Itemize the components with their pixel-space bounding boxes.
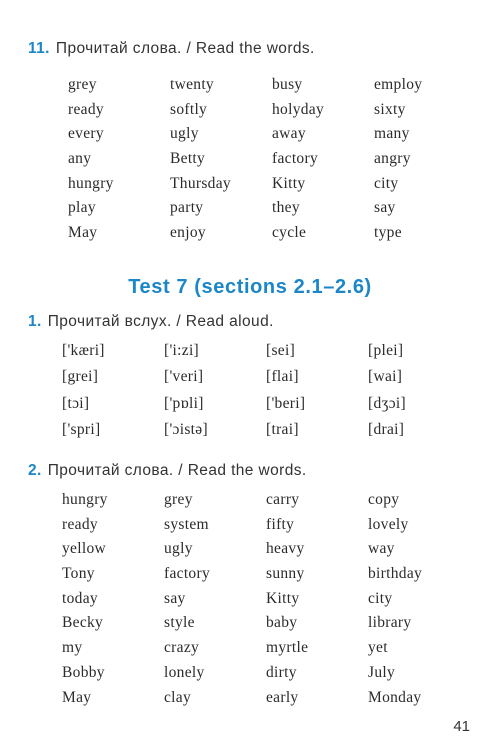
word-item: style — [164, 614, 195, 632]
word-item: Kitty — [272, 174, 306, 192]
word-item: factory — [272, 150, 318, 168]
word-item: twenty — [170, 76, 214, 93]
word-item: Betty — [170, 150, 206, 168]
word-item: [sei] — [266, 342, 296, 359]
word-item: [tɔi] — [62, 394, 90, 412]
word-item: ready — [68, 100, 104, 118]
word-item: employ — [374, 76, 423, 93]
word-item: lovely — [368, 515, 409, 533]
word-item: hungry — [68, 174, 114, 192]
word-item: [flai] — [266, 368, 299, 386]
word-item: say — [164, 589, 186, 607]
word-item: hungry — [62, 491, 108, 508]
word-item: ['kæri] — [62, 342, 105, 359]
word-item: [wai] — [368, 368, 403, 386]
word-item: heavy — [266, 540, 305, 558]
word-item: Thursday — [170, 174, 231, 192]
word-item: away — [272, 125, 306, 143]
word-item: holyday — [272, 100, 325, 118]
exercise-1-number: 1. — [28, 313, 42, 330]
exercise-11-number: 11. — [28, 40, 50, 57]
exercise-1-instruction: Прочитай вслух. / Read aloud. — [47, 313, 274, 330]
word-item: myrtle — [266, 639, 309, 657]
word-item: ['pɒli] — [164, 394, 204, 412]
word-item: [plei] — [368, 342, 404, 359]
word-item: grey — [68, 76, 97, 93]
exercise-2-word-grid — [62, 488, 470, 710]
word-item: play — [68, 199, 96, 217]
word-item: any — [68, 150, 92, 168]
word-item: ready — [62, 515, 98, 533]
word-item: ['ɔistə] — [164, 421, 208, 439]
word-item: city — [374, 174, 399, 192]
word-item: my — [62, 639, 83, 657]
word-item: Monday — [368, 688, 422, 706]
exercise-11-header — [28, 40, 315, 58]
word-item: crazy — [164, 639, 200, 657]
word-item: Becky — [62, 614, 104, 632]
word-item: sunny — [266, 565, 305, 583]
word-item: May — [68, 224, 98, 242]
word-item: ugly — [164, 540, 193, 558]
word-item: softly — [170, 100, 208, 118]
word-item: Bobby — [62, 663, 105, 681]
word-item: every — [68, 125, 104, 143]
word-item: clay — [164, 688, 192, 706]
word-item: say — [374, 199, 396, 217]
word-item: ['beri] — [266, 394, 306, 412]
word-item: [trai] — [266, 421, 299, 439]
word-item: yellow — [62, 540, 106, 558]
word-item: system — [164, 515, 209, 533]
word-item: Kitty — [266, 589, 300, 607]
word-item: [drai] — [368, 421, 405, 439]
test-title: Test 7 (sections 2.1–2.6) — [128, 276, 372, 298]
word-item: carry — [266, 491, 300, 508]
word-item: Tony — [62, 565, 95, 583]
word-item: yet — [368, 639, 388, 657]
word-item: birthday — [368, 565, 423, 583]
word-item: dirty — [266, 663, 297, 681]
word-item: ['i:zi] — [164, 342, 200, 359]
word-item: ['veri] — [164, 368, 204, 386]
word-item: way — [368, 540, 395, 558]
word-item: ugly — [170, 125, 199, 143]
word-item: angry — [374, 150, 411, 168]
word-item: early — [266, 688, 299, 706]
word-item: they — [272, 199, 300, 217]
word-item: busy — [272, 76, 303, 93]
word-item: copy — [368, 491, 400, 508]
word-item: factory — [164, 565, 210, 583]
word-item: type — [374, 224, 402, 242]
exercise-1-header — [28, 313, 274, 331]
word-item: party — [170, 199, 204, 217]
word-item: city — [368, 589, 393, 607]
exercise-11-instruction: Прочитай слова. / Read the words. — [55, 40, 315, 57]
word-item: today — [62, 589, 98, 607]
word-item: May — [62, 688, 92, 706]
word-item: July — [368, 663, 396, 681]
exercise-11-word-grid — [68, 73, 476, 246]
exercise-2-number: 2. — [28, 462, 42, 479]
page-number: 41 — [453, 718, 470, 735]
word-item: [grei] — [62, 368, 99, 386]
word-item: many — [374, 125, 410, 143]
word-item: sixty — [374, 100, 406, 118]
word-item: ['spri] — [62, 421, 101, 439]
word-item: enjoy — [170, 224, 206, 242]
word-item: baby — [266, 614, 298, 632]
word-item: library — [368, 614, 412, 632]
word-item: cycle — [272, 224, 307, 242]
exercise-2-header — [28, 462, 307, 480]
word-item: fifty — [266, 515, 295, 533]
word-item: grey — [164, 491, 193, 508]
exercise-1-transcription-grid — [62, 339, 470, 443]
exercise-2-instruction: Прочитай слова. / Read the words. — [47, 462, 307, 479]
word-item: lonely — [164, 663, 205, 681]
word-item: [dʒɔi] — [368, 394, 406, 412]
